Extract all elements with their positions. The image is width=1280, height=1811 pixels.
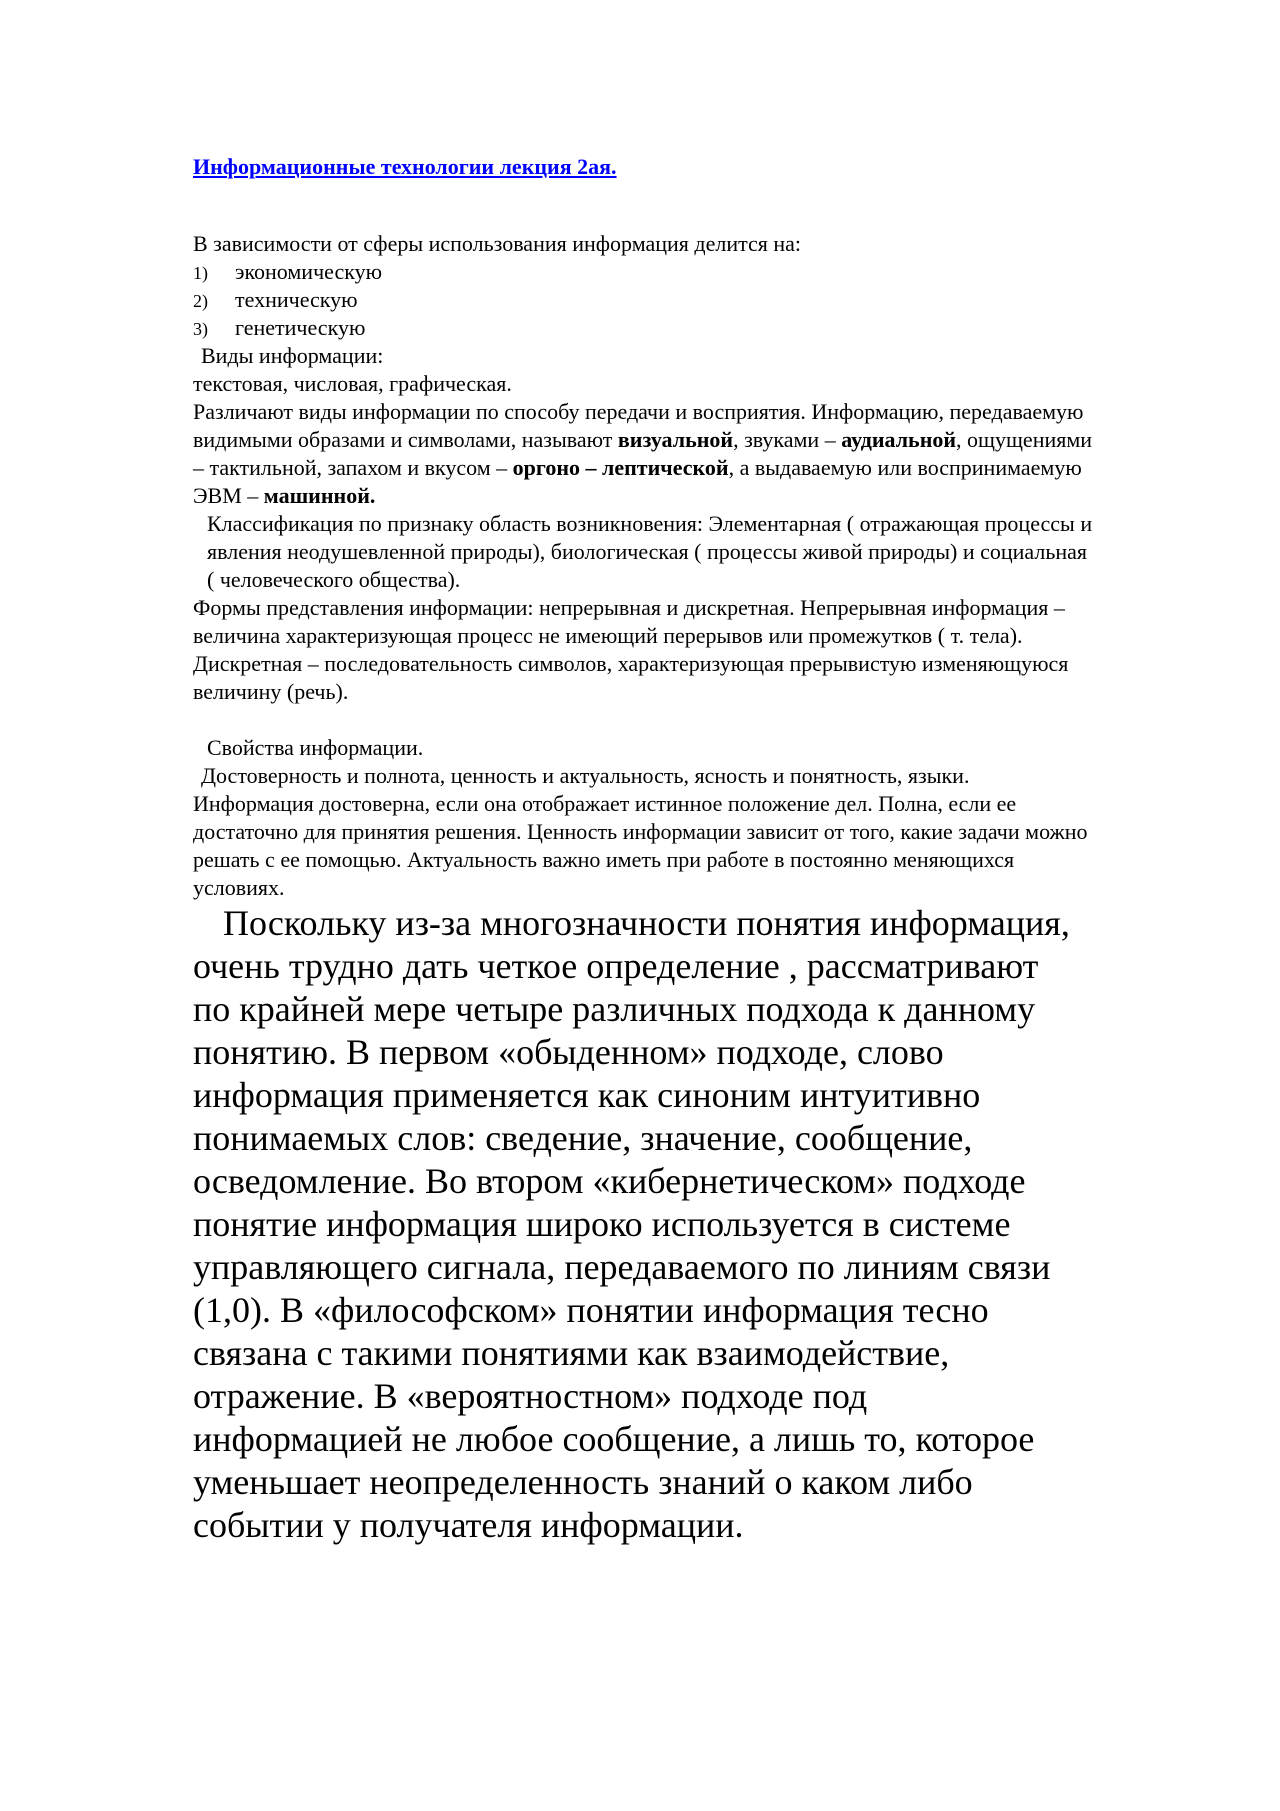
spacer — [193, 182, 1093, 230]
list-item-text: экономическую — [235, 259, 383, 284]
list-item — [193, 258, 1093, 286]
forms-paragraph: Формы представления информации: непрерывная и дискретная. Непрерывная информация – величина характеризующая процесс не имеющий перерывов или промежутков ( т. тела). Дискретная – последовательность символов, характеризующая прерывистую изменяющуюся величину (речь). — [193, 595, 1069, 704]
perception-text: Различают виды информации по способу передачи и восприятия. Информацию, передаваемую видимыми образами и символами, называют — [193, 399, 1084, 452]
approaches-paragraph — [193, 902, 1073, 1547]
perception-term-machine: машинной. — [263, 483, 376, 508]
perception-text: , звуками – — [733, 427, 842, 452]
perception-text: , ощущениями – тактильной, запахом и вкусом – — [193, 427, 1093, 480]
document-body — [193, 152, 1093, 1547]
list-item — [193, 286, 1093, 314]
properties-list: Достоверность и полнота, ценность и актуальность, ясность и понятность, языки. — [201, 763, 970, 788]
types-text: текстовая, числовая, графическая. — [193, 371, 512, 396]
list-item-text: генетическую — [235, 315, 366, 340]
properties-paragraph: Информация достоверна, если она отображает истинное положение дел. Полна, если ее достаточно для принятия решения. Ценность информации зависит от того, какие задачи можно решать с ее помощью. Актуальность важно иметь при работе в постоянно меняющихся условиях. — [193, 791, 1088, 900]
perception-term-audial: аудиальной — [841, 427, 957, 452]
perception-paragraph — [193, 398, 1093, 510]
info-spheres-list — [193, 258, 1093, 342]
lecture-title-link[interactable]: Информационные технологии лекция 2ая. — [193, 154, 617, 179]
list-item-number: 1) — [193, 263, 208, 283]
list-item-number: 2) — [193, 291, 208, 311]
approaches-text: Поскольку из-за многозначности понятия информация, очень трудно дать четкое определение , рассматривают по крайней мере четыре различных подхода к данному понятию. В первом «обыденном» подходе, слово информация применяется как синоним интуитивно понимаемых слов: сведение, значение, сообщение, осведомление. Во втором «кибернетическом» подходе понятие информация широко используется в системе управляющего сигнала, передаваемого по линиям связи (1,0). В «философском» понятии информация тесно связана с такими понятиями как взаимодействие, отражение. В «вероятностном» подходе под информацией не любое сообщение, а лишь то, которое уменьшает неопределенность знаний о каком либо событии у получателя информации. — [193, 903, 1070, 1545]
spacer — [193, 706, 1093, 734]
types-heading: Виды информации: — [201, 343, 384, 368]
list-item-number: 3) — [193, 319, 208, 339]
perception-text: , а выдаваемую или воспринимаемую ЭВМ – — [193, 455, 1082, 508]
intro-paragraph: В зависимости от сферы использования информация делится на: — [193, 231, 802, 256]
list-item-text: техническую — [235, 287, 358, 312]
perception-term-visual: визуальной — [617, 427, 734, 452]
properties-heading: Свойства информации. — [207, 735, 424, 760]
perception-term-orgono: оргоно – лептической — [512, 455, 729, 480]
list-item — [193, 314, 1093, 342]
classification-paragraph: Классификация по признаку область возникновения: Элементарная ( отражающая процессы и явления неодушевленной природы), биологическая ( процессы живой природы) и социальная ( человеческого общества). — [207, 511, 1093, 592]
